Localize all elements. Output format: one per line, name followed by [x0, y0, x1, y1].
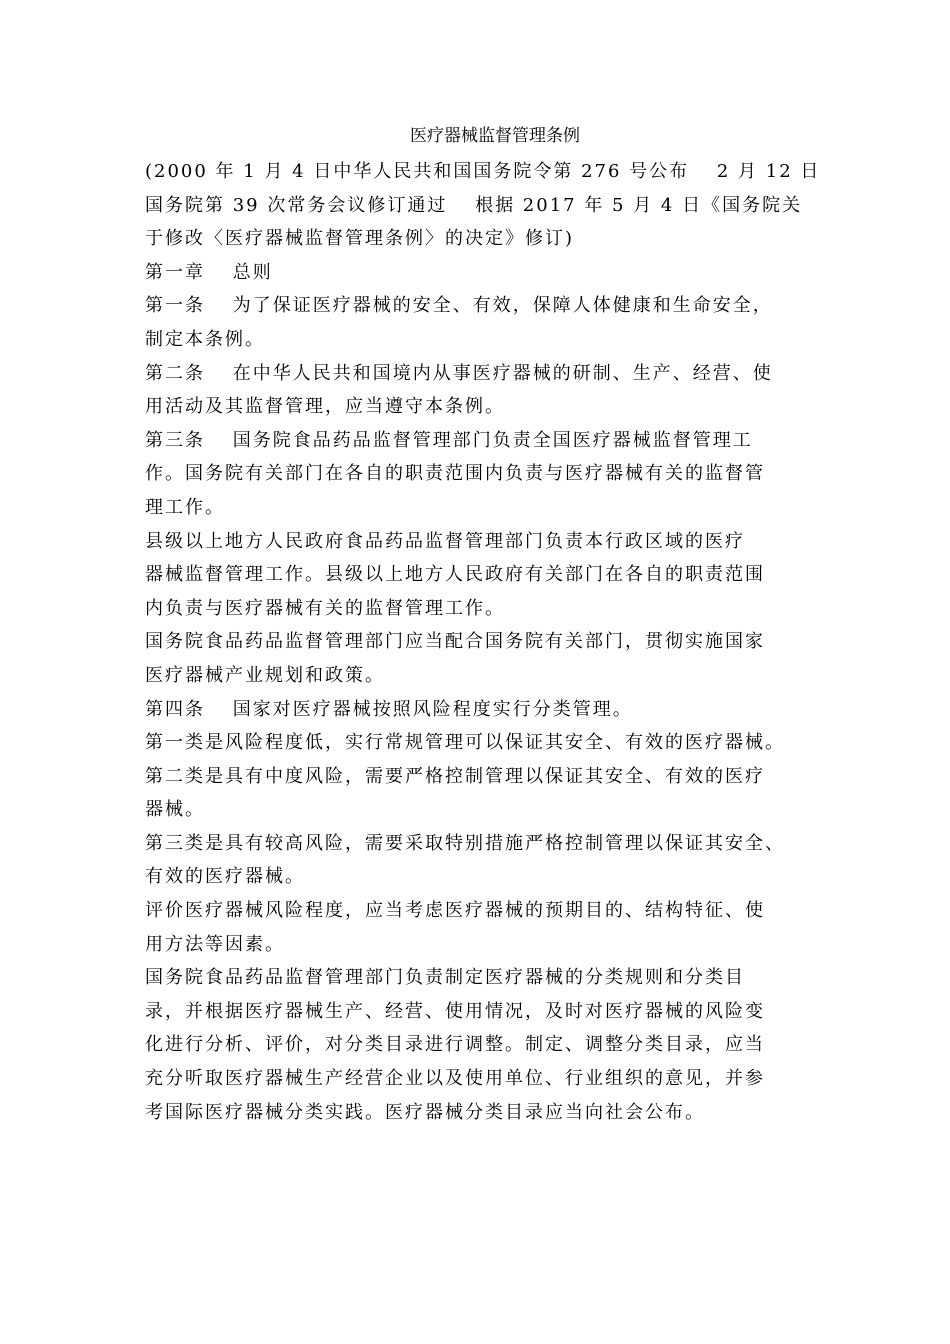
text-line: 第一条 为了保证医疗器械的安全、有效，保障人体健康和生命安全， — [145, 295, 773, 317]
text-line: 医疗器械产业规划和政策。 — [145, 664, 385, 686]
text-line: 化进行分析、评价，对分类目录进行调整。制定、调整分类目录，应当 — [145, 1034, 765, 1056]
text-line: 第一类是风险程度低，实行常规管理可以保证其安全、有效的医疗器械。 — [145, 732, 785, 754]
text-line: 器械监督管理工作。县级以上地方人民政府有关部门在各自的职责范围 — [145, 564, 765, 586]
text-line: 器械。 — [145, 799, 205, 821]
text-line: 第三类是具有较高风险，需要采取特别措施严格控制管理以保证其安全、 — [145, 832, 785, 854]
text-line: 第三条 国务院食品药品监督管理部门负责全国医疗器械监督管理工 — [145, 429, 753, 451]
text-line: 国务院食品药品监督管理部门应当配合国务院有关部门，贯彻实施国家 — [145, 631, 765, 653]
document-title: 医疗器械监督管理条例 — [410, 126, 580, 146]
text-line: 制定本条例。 — [145, 328, 265, 350]
text-line: 有效的医疗器械。 — [145, 866, 305, 888]
text-line: (2000 年 1 月 4 日中华人民共和国国务院令第 276 号公布 2 月 12 日 — [145, 161, 821, 182]
text-line: 评价医疗器械风险程度，应当考虑医疗器械的预期目的、结构特征、使 — [145, 900, 765, 922]
text-line: 理工作。 — [145, 496, 225, 518]
text-line: 第二条 在中华人民共和国境内从事医疗器械的研制、生产、经营、使 — [145, 362, 773, 384]
text-line: 第二类是具有中度风险，需要严格控制管理以保证其安全、有效的医疗 — [145, 765, 765, 787]
text-line: 考国际医疗器械分类实践。医疗器械分类目录应当向社会公布。 — [145, 1101, 705, 1123]
text-line: 用方法等因素。 — [145, 933, 285, 955]
text-line: 内负责与医疗器械有关的监督管理工作。 — [145, 597, 505, 619]
text-line: 第四条 国家对医疗器械按照风险程度实行分类管理。 — [145, 698, 633, 720]
text-line: 录，并根据医疗器械生产、经营、使用情况，及时对医疗器械的风险变 — [145, 1000, 765, 1022]
text-line: 于修改〈医疗器械监督管理条例〉的决定》修订) — [145, 228, 575, 250]
text-line: 国务院食品药品监督管理部门负责制定医疗器械的分类规则和分类目 — [145, 967, 745, 989]
document-page — [145, 123, 825, 1129]
text-line: 县级以上地方人民政府食品药品监督管理部门负责本行政区域的医疗 — [145, 530, 745, 552]
document-body — [145, 155, 825, 1129]
text-line: 第一章 总则 — [145, 261, 273, 283]
text-line: 作。国务院有关部门在各自的职责范围内负责与医疗器械有关的监督管 — [145, 463, 765, 485]
text-line: 用活动及其监督管理，应当遵守本条例。 — [145, 396, 505, 418]
text-line: 充分听取医疗器械生产经营企业以及使用单位、行业组织的意见，并参 — [145, 1068, 765, 1090]
text-line: 国务院第 39 次常务会议修订通过 根据 2017 年 5 月 4 日《国务院关 — [145, 194, 803, 216]
